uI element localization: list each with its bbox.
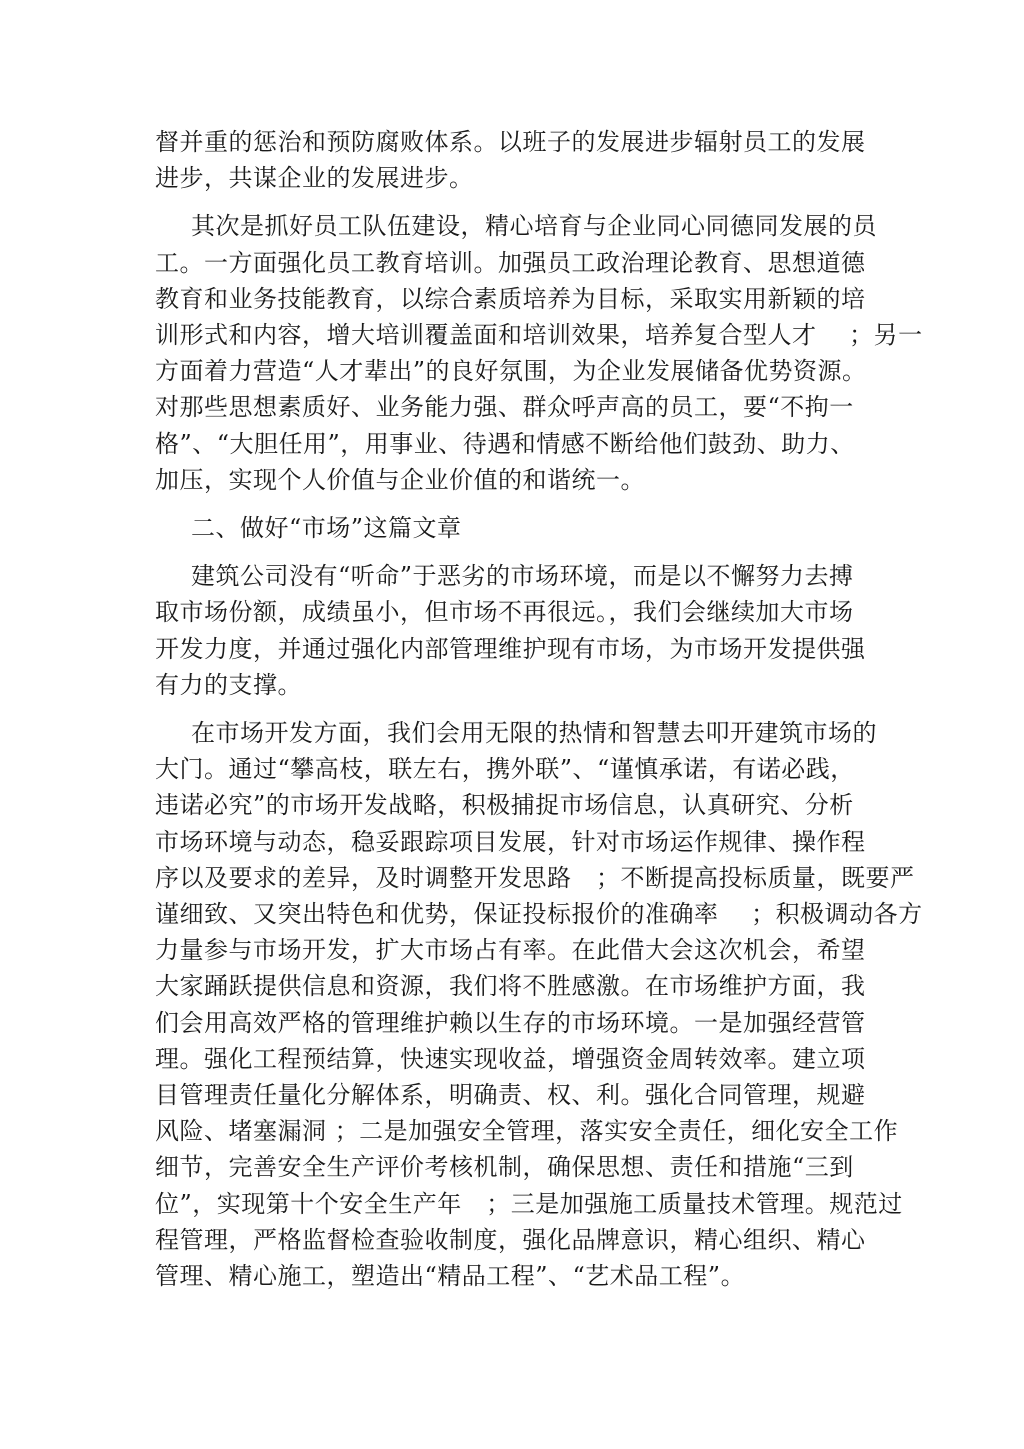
text-line: 管理、精心施工，塑造出“精品工程”、“艺术品工程”。 — [155, 1262, 746, 1291]
text-line: 违诺必究”的市场开发战略，积极捕捉市场信息，认真研究、分析 — [155, 791, 854, 820]
text-line: 力量参与市场开发，扩大市场占有率。在此借大会这次机会，希望 — [155, 936, 866, 965]
text-line: 督并重的惩治和预防腐败体系。以班子的发展进步辐射员工的发展 — [155, 128, 866, 156]
text-line: 风险、堵塞漏洞 ；二是加强安全管理，落实安全责任，细化安全工作 — [155, 1117, 899, 1146]
text-line: 开发力度，并通过强化内部管理维护现有市场，为市场开发提供强 — [155, 634, 866, 663]
text-line: 大门。通过“攀高枝，联左右，携外联”、“谨慎承诺，有诺必践， — [155, 755, 855, 784]
heading-line: 二、做好“市场”这篇文章 — [191, 514, 462, 543]
text-line: 格”、“大胆任用”，用事业、待遇和情感不断给他们鼓劲、助力、 — [155, 429, 855, 458]
section-heading — [155, 510, 875, 546]
text-line: 其次是抓好员工队伍建设，精心培育与企业同心同德同发展的员 — [191, 212, 877, 241]
text-line: 进步，共谋企业的发展进步。 — [155, 164, 474, 193]
text-line: 对那些思想素质好、业务能力强、群众呼声高的员工，要“不拘一 — [155, 393, 854, 422]
text-line: 位”，实现第十个安全生产年 ；三是加强施工质量技术管理。规范过 — [155, 1189, 903, 1218]
paragraph-1 — [155, 124, 875, 196]
text-line: 大家踊跃提供信息和资源，我们将不胜感激。在市场维护方面，我 — [155, 972, 866, 1001]
text-line: 序以及要求的差异，及时调整开发思路 ；不断提高投标质量，既要严 — [155, 863, 915, 892]
text-line: 训形式和内容，增大培训覆盖面和培训效果，培养复合型人才 ；另一 — [155, 321, 923, 350]
text-line: 在市场开发方面，我们会用无限的热情和智慧去叩开建筑市场的 — [191, 719, 877, 748]
paragraph-3 — [155, 558, 875, 703]
text-line: 细节，完善安全生产评价考核机制，确保思想、责任和措施“三到 — [155, 1153, 854, 1182]
paragraph-2 — [155, 208, 923, 498]
text-line: 谨细致、又突出特色和优势，保证投标报价的准确率 ；积极调动各方 — [155, 900, 923, 929]
text-line: 们会用高效严格的管理维护赖以生存的市场环境。一是加强经营管 — [155, 1008, 866, 1037]
text-line: 市场环境与动态，稳妥跟踪项目发展，针对市场运作规律、操作程 — [155, 827, 866, 856]
document-body — [155, 124, 923, 1306]
text-line: 方面着力营造“人才辈出”的良好氛围，为企业发展储备优势资源。 — [155, 357, 867, 386]
text-line: 目管理责任量化分解体系，明确责、权、利。强化合同管理，规避 — [155, 1081, 866, 1110]
text-line: 加压，实现个人价值与企业价值的和谐统一。 — [155, 465, 645, 494]
text-line: 建筑公司没有“听命”于恶劣的市场环境，而是以不懈努力去搏 — [191, 562, 854, 591]
text-line: 教育和业务技能教育，以综合素质培养为目标，采取实用新颖的培 — [155, 284, 866, 313]
text-line: 取市场份额，成绩虽小，但市场不再很远。，我们会继续加大市场 — [155, 598, 854, 627]
text-line: 理。强化工程预结算，快速实现收益，增强资金周转效率。建立项 — [155, 1044, 866, 1073]
text-line: 程管理，严格监督检查验收制度，强化品牌意识，精心组织、精心 — [155, 1225, 866, 1254]
text-line: 有力的支撑。 — [155, 670, 302, 699]
text-line: 工。一方面强化员工教育培训。加强员工政治理论教育、思想道德 — [155, 248, 866, 277]
paragraph-4 — [155, 715, 923, 1294]
